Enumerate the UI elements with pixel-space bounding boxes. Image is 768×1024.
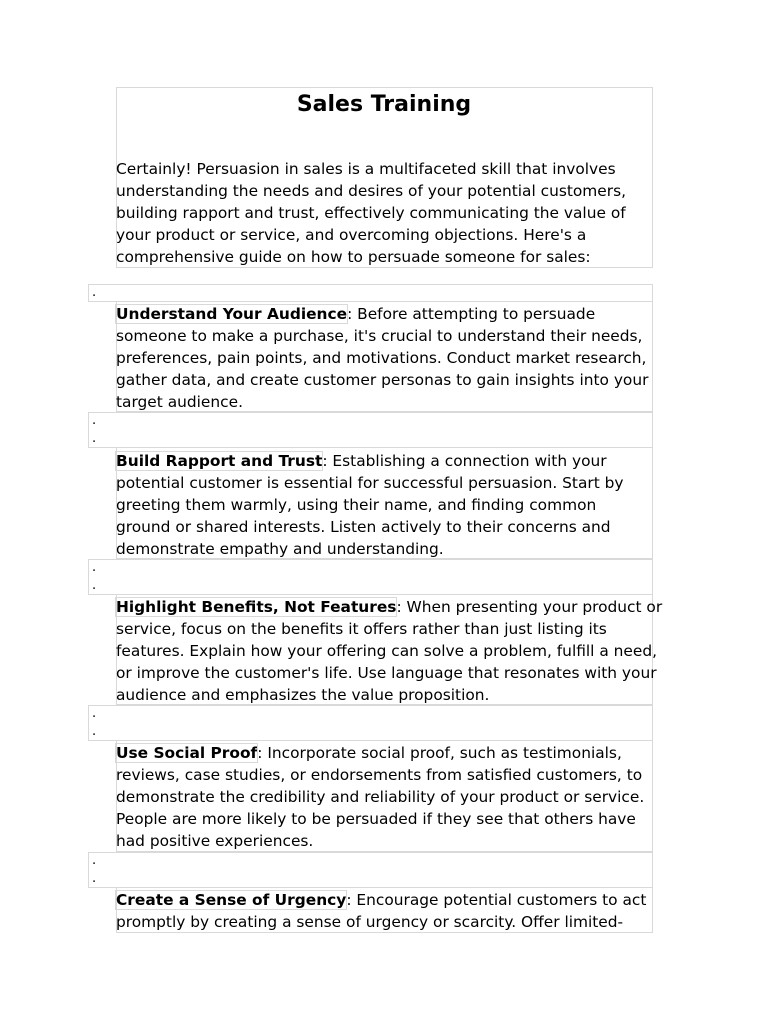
section-understand-audience [116, 303, 656, 413]
list-separator [88, 705, 653, 741]
section-text: : When presenting your product or [396, 598, 663, 616]
list-separator [88, 412, 653, 448]
section-term: Use Social Proof [116, 744, 258, 762]
section-build-rapport [116, 450, 656, 560]
section-term: Create a Sense of Urgency [116, 891, 347, 909]
list-separator [88, 284, 653, 302]
list-marker: . [92, 578, 97, 593]
list-marker: . [92, 285, 97, 300]
section-line: demonstrate empathy and understanding. [116, 540, 444, 558]
section-term: Highlight Benefits, Not Features [116, 598, 397, 616]
list-marker: . [92, 853, 97, 868]
section-line: audience and emphasizes the value proposition. [116, 686, 490, 704]
section-line: someone to make a purchase, it's crucial to understand their needs, [116, 327, 643, 345]
list-marker: . [92, 706, 97, 721]
list-separator [88, 852, 653, 888]
intro-line: your product or service, and overcoming objections. Here's a [116, 226, 587, 244]
section-line: features. Explain how your offering can solve a problem, fulfill a need, [116, 642, 658, 660]
section-line: reviews, case studies, or endorsements from satisfied customers, to [116, 766, 643, 784]
intro-line: building rapport and trust, effectively communicating the value of [116, 204, 626, 222]
section-line: or improve the customer's life. Use language that resonates with your [116, 664, 657, 682]
section-line: demonstrate the credibility and reliability of your product or service. [116, 788, 645, 806]
intro-paragraph [116, 158, 656, 268]
section-line: preferences, pain points, and motivations. Conduct market research, [116, 349, 647, 367]
section-line: had positive experiences. [116, 832, 314, 850]
section-text: : Establishing a connection with your [322, 452, 607, 470]
section-line: potential customer is essential for successful persuasion. Start by [116, 474, 624, 492]
intro-line: comprehensive guide on how to persuade someone for sales: [116, 248, 591, 266]
section-line: greeting them warmly, using their name, and finding common [116, 496, 597, 514]
list-marker: . [92, 413, 97, 428]
section-line: promptly by creating a sense of urgency or scarcity. Offer limited- [116, 913, 624, 931]
section-term: Build Rapport and Trust [116, 452, 323, 470]
section-sense-of-urgency [116, 889, 656, 933]
intro-line: Certainly! Persuasion in sales is a multifaceted skill that involves [116, 160, 616, 178]
section-social-proof [116, 742, 656, 852]
list-marker: . [92, 724, 97, 739]
list-marker: . [92, 871, 97, 886]
section-line: People are more likely to be persuaded if they see that others have [116, 810, 636, 828]
list-marker: . [92, 431, 97, 446]
section-term: Understand Your Audience [116, 305, 348, 323]
list-separator [88, 559, 653, 595]
section-text: : Before attempting to persuade [347, 305, 596, 323]
section-text: : Encourage potential customers to act [346, 891, 647, 909]
list-marker: . [92, 560, 97, 575]
section-line: service, focus on the benefits it offers rather than just listing its [116, 620, 607, 638]
section-line: target audience. [116, 393, 243, 411]
section-line: ground or shared interests. Listen actively to their concerns and [116, 518, 611, 536]
document-title: Sales Training [296, 92, 472, 117]
section-text: : Incorporate social proof, such as testimonials, [257, 744, 622, 762]
section-highlight-benefits [116, 596, 663, 706]
section-line: gather data, and create customer personas to gain insights into your [116, 371, 649, 389]
intro-line: understanding the needs and desires of your potential customers, [116, 182, 627, 200]
